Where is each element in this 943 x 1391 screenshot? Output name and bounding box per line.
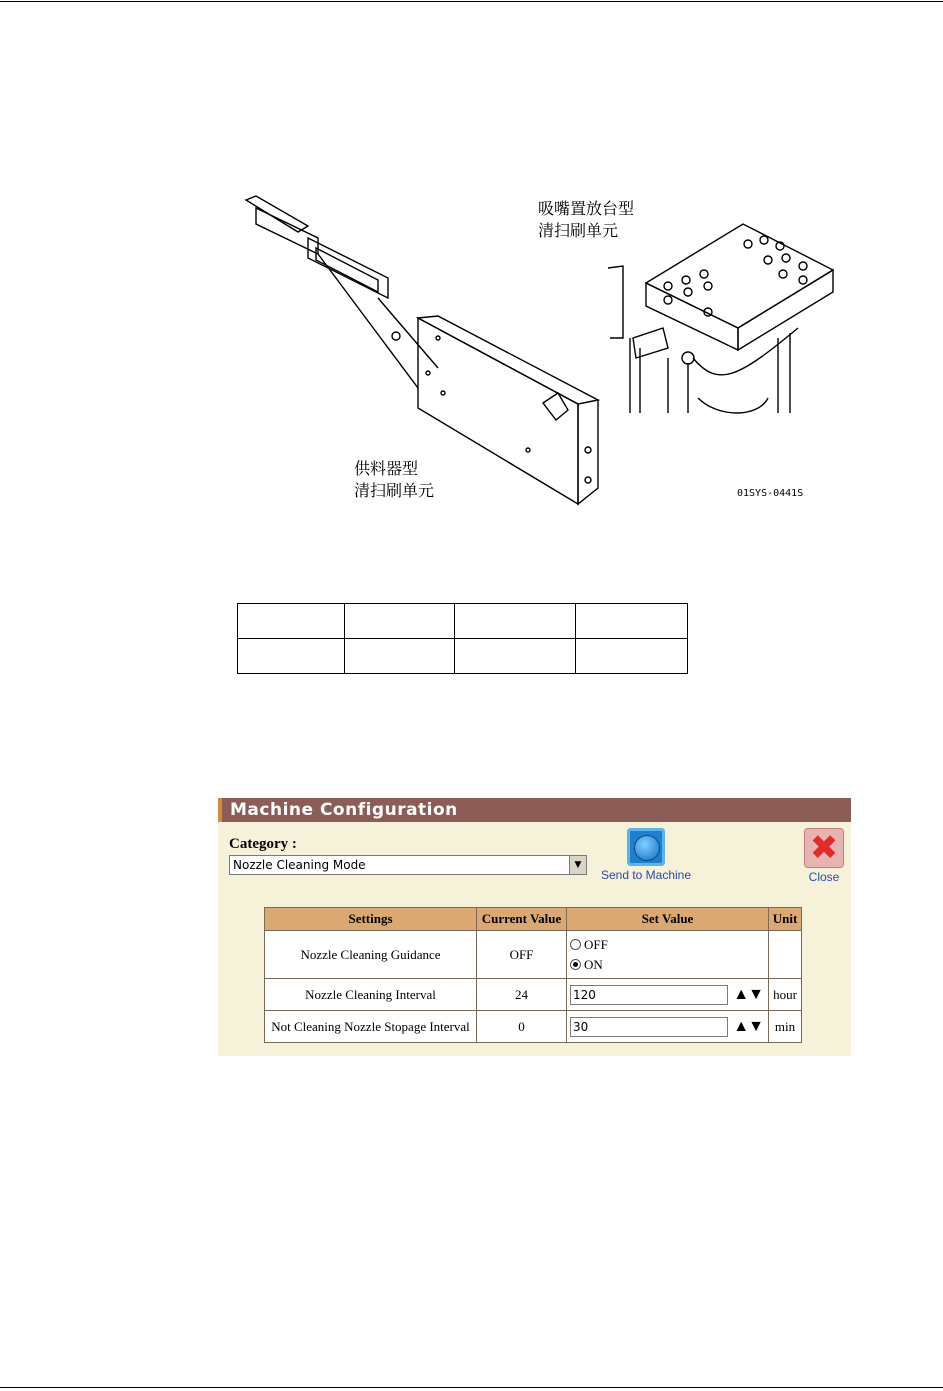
setting-name: Nozzle Cleaning Interval (265, 979, 477, 1011)
category-label: Category : (229, 836, 297, 852)
unit-value: hour (769, 979, 802, 1011)
send-to-machine-button[interactable] (598, 828, 694, 882)
table-row (238, 639, 688, 674)
feeder-type-caption: 供料器型 清扫刷单元 (354, 459, 435, 500)
radio-on-option[interactable] (570, 955, 765, 975)
machine-configuration-panel (218, 798, 851, 1056)
table-row (238, 604, 688, 639)
up-down-arrows-icon[interactable]: ▲▼ (733, 1017, 763, 1035)
header-unit: Unit (769, 908, 802, 931)
table-row (265, 979, 802, 1011)
guidance-radio-group (567, 931, 769, 979)
top-rule (0, 1, 943, 2)
figure-code: 01SYS-0441S (737, 488, 804, 499)
stopage-interval-input[interactable]: 30 (570, 1017, 728, 1037)
close-label: Close (808, 870, 840, 884)
unit-value (769, 931, 802, 979)
table-row (265, 1011, 802, 1043)
current-value: 0 (477, 1011, 567, 1043)
category-select[interactable] (229, 855, 587, 875)
header-set-value: Set Value (567, 908, 769, 931)
radio-off-option[interactable] (570, 935, 765, 955)
close-button[interactable] (802, 828, 846, 884)
header-current-value: Current Value (477, 908, 567, 931)
blank-table (237, 603, 688, 674)
panel-title: Machine Configuration (218, 798, 851, 822)
settings-table (264, 907, 802, 1043)
radio-on-icon[interactable] (570, 959, 581, 970)
bottom-rule (0, 1387, 943, 1388)
current-value: 24 (477, 979, 567, 1011)
radio-off-label: OFF (584, 936, 608, 952)
header-settings: Settings (265, 908, 477, 931)
cleaning-interval-input[interactable]: 120 (570, 985, 728, 1005)
send-icon (627, 828, 665, 866)
setting-name: Nozzle Cleaning Guidance (265, 931, 477, 979)
radio-on-label: ON (584, 956, 603, 972)
unit-value: min (769, 1011, 802, 1043)
close-icon: ✖ (804, 828, 844, 868)
table-header-row (265, 908, 802, 931)
radio-off-icon[interactable] (570, 939, 581, 950)
table-row (265, 931, 802, 979)
send-to-machine-label: Send to Machine (600, 868, 692, 882)
nozzle-station-unit-drawing (608, 224, 833, 413)
up-down-arrows-icon[interactable]: ▲▼ (733, 985, 763, 1003)
nozzle-station-caption: 吸嘴置放台型 清扫刷单元 (538, 199, 635, 240)
setting-name: Not Cleaning Nozzle Stopage Interval (265, 1011, 477, 1043)
dropdown-arrow-icon[interactable]: ▼ (569, 856, 586, 874)
category-value: Nozzle Cleaning Mode (233, 858, 366, 872)
current-value: OFF (477, 931, 567, 979)
